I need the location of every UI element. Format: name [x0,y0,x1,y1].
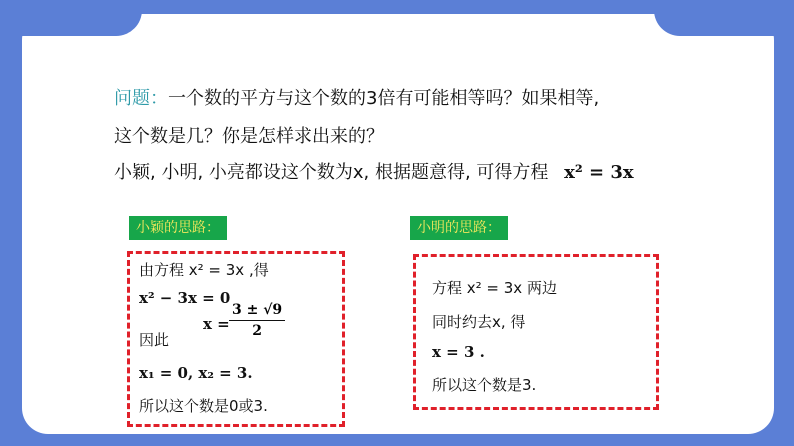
xiaoming-title-label: 小明的思路： [410,216,508,240]
xiaoming-step-3: x = 3 . [432,343,485,361]
question-label: 问题： [114,88,168,109]
fraction-denominator: 2 [252,323,262,339]
xiaoming-step-2: 同时约去x, 得 [432,313,526,331]
question-text-1: 一个数的平方与这个数的3倍有可能相等吗？如果相等, [168,88,600,109]
quadratic-formula-fraction [229,302,285,339]
xiaoying-step-3-label: 因此 [139,331,170,349]
question-line-3 [114,158,634,184]
xiaoying-step-3-x: x = [203,315,230,333]
corner-decoration-left [22,10,142,36]
question-text-3: 小颖, 小明, 小亮都设这个数为x, 根据题意得, 可得方程 [114,162,549,183]
question-line-1 [114,84,599,110]
xiaoming-step-1: 方程 x² = 3x 两边 [432,279,557,297]
xiaoying-step-2: x² − 3x = 0 [139,289,231,307]
corner-decoration-right [654,10,774,36]
xiaoying-title-label: 小颖的思路： [129,216,227,240]
question-line-2: 这个数是几？你是怎样求出来的？ [114,126,384,147]
fraction-numerator: 3 ± √9 [229,302,285,321]
xiaoming-step-4: 所以这个数是3. [432,376,537,394]
main-equation: x² = 3x [564,162,634,183]
xiaoying-step-4: x₁ = 0, x₂ = 3. [139,364,253,382]
xiaoying-step-5: 所以这个数是0或3. [139,397,268,415]
xiaoying-step-1: 由方程 x² = 3x ,得 [139,261,269,279]
